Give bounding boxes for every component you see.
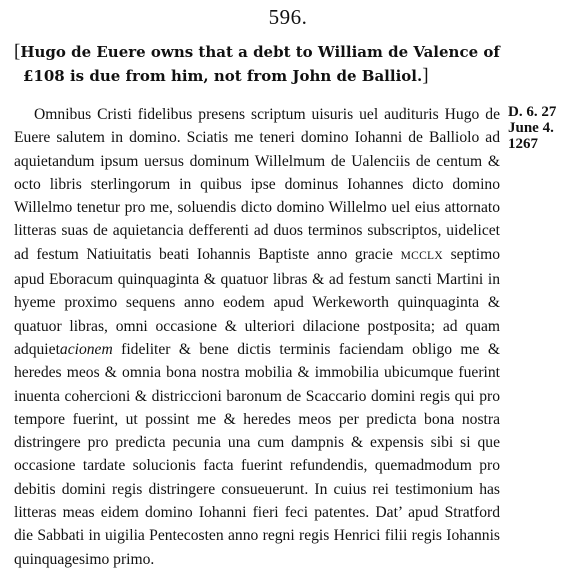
archive-reference: D. 6. 27: [508, 104, 557, 120]
document-heading: [14, 40, 543, 88]
charter-text-part-2: septimo apud Eboracum quinquaginta & quatuor libras & ad festum sancti Martini in hyeme proximo sequens anno eodem apud Werkeworth quinquaginta & quatuor libras, omni occasione & ulteriori dilacione postposita; ad quam adquiet: [14, 245, 500, 358]
charter-text: [14, 103, 500, 571]
margin-date-day: June 4.: [508, 120, 554, 136]
margin-date-year: 1267: [508, 136, 538, 152]
heading-open-bracket: [: [14, 41, 21, 62]
heading-close-bracket: ]: [422, 65, 429, 86]
margin-reference: [508, 103, 574, 160]
charter-text-part-3: fideliter & bene dictis terminis faciendam obligo me & heredes meos & omnia bona nostra mobilia & immobilia ubicumque fuerint inuenta cohercioni & districcioni baronum de Scaccario domini regis qui pro tempore fuerint, ut possint me & heredes meos per predicta bona nostra distringere pro predicta pecunia una cum dampnis & expensis sibi si que occasione tardate solucionis facta fuerint refundendis, quemadmodum pro debitis domini regis distringere consueuerunt. In cuius rei testimonium has litteras meas eidem domino Iohanni fieri feci patentes. Dat’ apud Stratford die Sabbati in uigilia Pentecosten anno regni regis Henrici filii regis Iohannis quinquagesimo primo.: [14, 340, 500, 568]
italic-expansion: acionem: [59, 340, 113, 358]
charter-text-part-1: Omnibus Cristi fidelibus presens scriptum uisuris uel audituris Hugo de Euere salutem in domino. Sciatis me teneri domino Iohanni de Balliolo ad aquietandum ipsum uersus dominum Willelmum de Ualenciis de centum & octo libris sterlingorum in quibus ipse dominus Iohannes dicto domino Willelmo tenetur pro me, soluendis dicto domino Willelmo uel eius attornato litteras suas de aquietancia defferenti ad duos terminos subscriptos, uidelicet ad festum Natiuitatis beati Iohannis Baptiste anno gracie: [14, 106, 500, 263]
year-numeral: MCCLX: [400, 249, 443, 262]
heading-text: Hugo de Euere owns that a debt to William de Valence of £108 is due from him, not from John de Balliol.: [20, 43, 500, 85]
document-number: 596.: [268, 5, 308, 29]
